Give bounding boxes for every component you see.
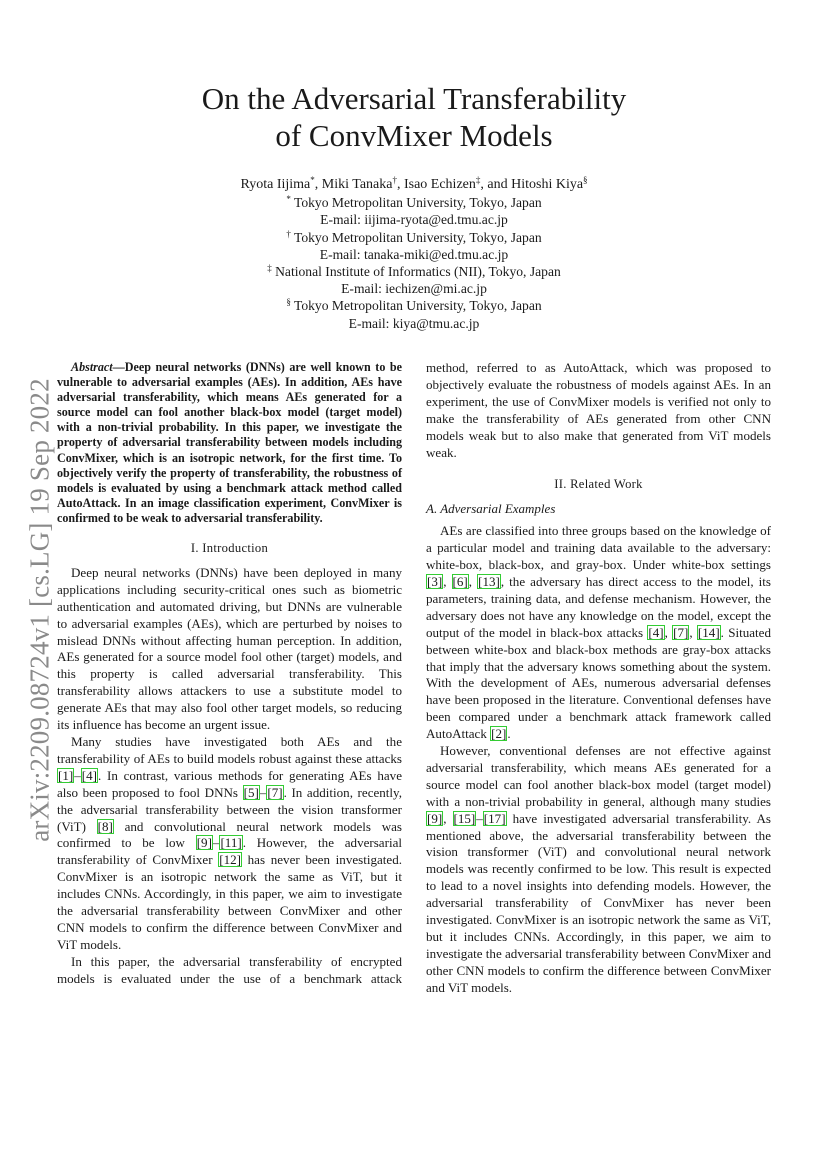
email-2[interactable]: E-mail: tanaka-miki@ed.tmu.ac.jp xyxy=(319,246,509,262)
affiliation-mark: ‡ xyxy=(267,263,272,274)
section-heading-related-work: II. Related Work xyxy=(554,477,643,492)
affiliation-mark: † xyxy=(286,228,291,239)
citation-link[interactable]: [14] xyxy=(697,624,720,640)
related-paragraph-1 xyxy=(426,523,771,743)
text-run: . xyxy=(507,726,511,742)
intro-paragraph-3: In this paper, the adversarial transferability of encrypted models is evaluated under the use of a benchmark attack xyxy=(57,953,402,986)
citation-link[interactable]: [9] xyxy=(196,835,212,851)
affiliation-org: National Institute of Informatics (NII), Tokyo, Japan xyxy=(275,264,561,280)
text-run: AEs are classified into three groups based on the knowledge of a particular model and training data available to the adversary: white-box, black-box, and gray-box. Under white-box settings xyxy=(426,523,771,573)
text-run: . Situated between white-box and black-box methods are gray-box attacks that imply that the adversary knows something about the system. With the development of AEs, numerous adversarial defenses have been proposed in the literature. Conventional defenses have been compared under a benchmark attack framework called AutoAttack xyxy=(426,624,771,742)
citation-link[interactable]: [12] xyxy=(219,852,241,868)
text-run: Many studies have investigated both AEs and the transferability of AEs to build models robust against these attacks xyxy=(57,734,402,766)
affiliation-mark: * xyxy=(286,194,291,205)
citation-link[interactable]: [5] xyxy=(243,784,259,800)
citation-link[interactable]: [17] xyxy=(483,810,506,826)
citation-link[interactable]: [4] xyxy=(81,767,97,783)
text-run: . However, the adversarial transferability of ConvMixer xyxy=(57,835,402,868)
related-paragraph-2 xyxy=(426,743,771,997)
email-1[interactable]: E-mail: iijima-ryota@ed.tmu.ac.jp xyxy=(320,212,508,228)
author-block xyxy=(0,176,828,332)
affiliation-1 xyxy=(0,194,828,211)
text-run: . In contrast, various methods for generating AEs have also been proposed to fool DNNs xyxy=(57,767,402,800)
abstract-label: Abstract xyxy=(71,360,113,374)
citation-link[interactable]: [13] xyxy=(478,573,500,589)
affiliation-4 xyxy=(0,297,828,314)
affiliation-org: Tokyo Metropolitan University, Tokyo, Japan xyxy=(293,195,542,211)
affiliation-3 xyxy=(0,263,828,280)
citation-link[interactable]: [6] xyxy=(452,573,468,589)
citation-link[interactable]: [7] xyxy=(673,624,689,640)
left-column xyxy=(57,360,402,988)
affiliation-mark: § xyxy=(286,297,291,308)
title-line-1: On the Adversarial Transferability xyxy=(201,81,627,116)
text-run: However, conventional defenses are not effective against adversarial transferability, which means AEs generated for a source model can fool another black-box model (target model) with a non-trivial probability in general, although many studies xyxy=(426,743,771,809)
subsection-heading-adversarial-examples: A. Adversarial Examples xyxy=(426,501,556,517)
text-run: , xyxy=(443,810,453,826)
right-column xyxy=(426,360,771,997)
text-run: and convolutional neural network models was confirmed to be low xyxy=(57,818,403,851)
text-run: , xyxy=(443,573,452,589)
text-run: – xyxy=(476,810,483,826)
affiliation-org: Tokyo Metropolitan University, Tokyo, Japan xyxy=(293,298,542,314)
abstract-text: —Deep neural networks (DNNs) are well known to be vulnerable to adversarial examples (AEs). In addition, AEs have adversarial transferability, which means AEs generated for a source model can fool another black-box model (target model) with a non-trivial probability. In this paper, we investigate the property of adversarial transferability between models including ConvMixer, which is an isotropic network, for the first time. To objectively verify the property of transferability, the robustness of models is evaluated by using a benchmark attack method called AutoAttack. In an image classification experiment, ConvMixer is confirmed to be weak to adversarial transferability. xyxy=(57,360,402,525)
citation-link[interactable]: [3] xyxy=(427,573,443,589)
citation-link[interactable]: [1] xyxy=(58,767,74,783)
intro-paragraph-3-continued: method, referred to as AutoAttack, which was proposed to objectively evaluate the robustness of models against AEs. In an experiment, the use of ConvMixer models is verified not only to make the transferability of AEs generated from other CNN models weak but to also make that generated from ViT models weak. xyxy=(426,360,771,460)
citation-link[interactable]: [15] xyxy=(453,810,476,826)
paper-title xyxy=(0,80,828,154)
text-run: have investigated adversarial transferability. As mentioned above, the adversarial transferability between the vision transformer (ViT) and convolutional neural network models was recently confirmed to be low. This result is expected to lead to a novel insights into defending models. However, the adversarial transferability of ConvMixer has never been investigated. ConvMixer is an isotropic network the same as ViT, but it includes CNNs. Accordingly, in this paper, we aim to investigate the adversarial transferability between ConvMixer and other CNN models to confirm the difference between ConvMixer and ViT models. xyxy=(426,810,771,995)
citation-link[interactable]: [7] xyxy=(267,784,283,800)
text-run: , xyxy=(689,624,697,640)
text-run: – xyxy=(212,835,220,851)
email-4[interactable]: E-mail: kiya@tmu.ac.jp xyxy=(348,315,480,331)
citation-link[interactable]: [4] xyxy=(648,624,664,640)
text-run: , xyxy=(664,624,673,640)
arxiv-id[interactable]: arXiv:2209.08724v1 [cs.LG] 19 Sep 2022 xyxy=(24,378,55,842)
email-3[interactable]: E-mail: iechizen@mi.ac.jp xyxy=(341,281,487,297)
text-run: , the adversary has direct access to the model, its parameters, training data, and defense mechanism. However, the adversary does not have any knowledge on the model, except the output of the model in black-box attacks xyxy=(426,573,771,640)
intro-paragraph-1: Deep neural networks (DNNs) have been deployed in many applications including security-critical ones such as biometric authentication and automated driving, but DNNs are vulnerable to adversarial examples (AEs), which are perturbed by noises to mislead DNNs without affecting human perception. In addition, AEs generated for a source model fool other (target) models, and this property is called adversarial transferability. This transferability allows attackers to use a substitute model to generate AEs that may also fool other target models, so reducing its influence has become an urgent issue. xyxy=(57,564,402,733)
title-line-2: of ConvMixer Models xyxy=(275,118,553,153)
author-names: Ryota Iijima*, Miki Tanaka†, Isao Echizen‡, and Hitoshi Kiya§ xyxy=(240,175,588,192)
citation-link[interactable]: [9] xyxy=(427,810,443,826)
text-run: – xyxy=(259,784,267,800)
affiliation-org: Tokyo Metropolitan University, Tokyo, Japan xyxy=(293,229,542,245)
citation-link[interactable]: [2] xyxy=(491,726,507,742)
affiliation-2 xyxy=(0,229,828,246)
text-run: . In addition, recently, the adversarial transferability between the vision transformer (ViT) xyxy=(57,784,402,834)
section-heading-introduction: I. Introduction xyxy=(190,541,269,556)
intro-paragraph-2 xyxy=(57,734,402,954)
citation-link[interactable]: [8] xyxy=(97,818,113,834)
citation-link[interactable]: [11] xyxy=(220,835,242,851)
abstract xyxy=(57,360,402,526)
text-run: has never been investigated. ConvMixer is an isotropic network the same as ViT, but it includes CNNs. Accordingly, in this paper, we aim to investigate the adversarial transferability between ConvMixer and other CNN models to confirm the difference between ConvMixer and ViT models. xyxy=(57,852,402,952)
text-run: , xyxy=(468,573,478,589)
text-run: – xyxy=(74,767,81,783)
